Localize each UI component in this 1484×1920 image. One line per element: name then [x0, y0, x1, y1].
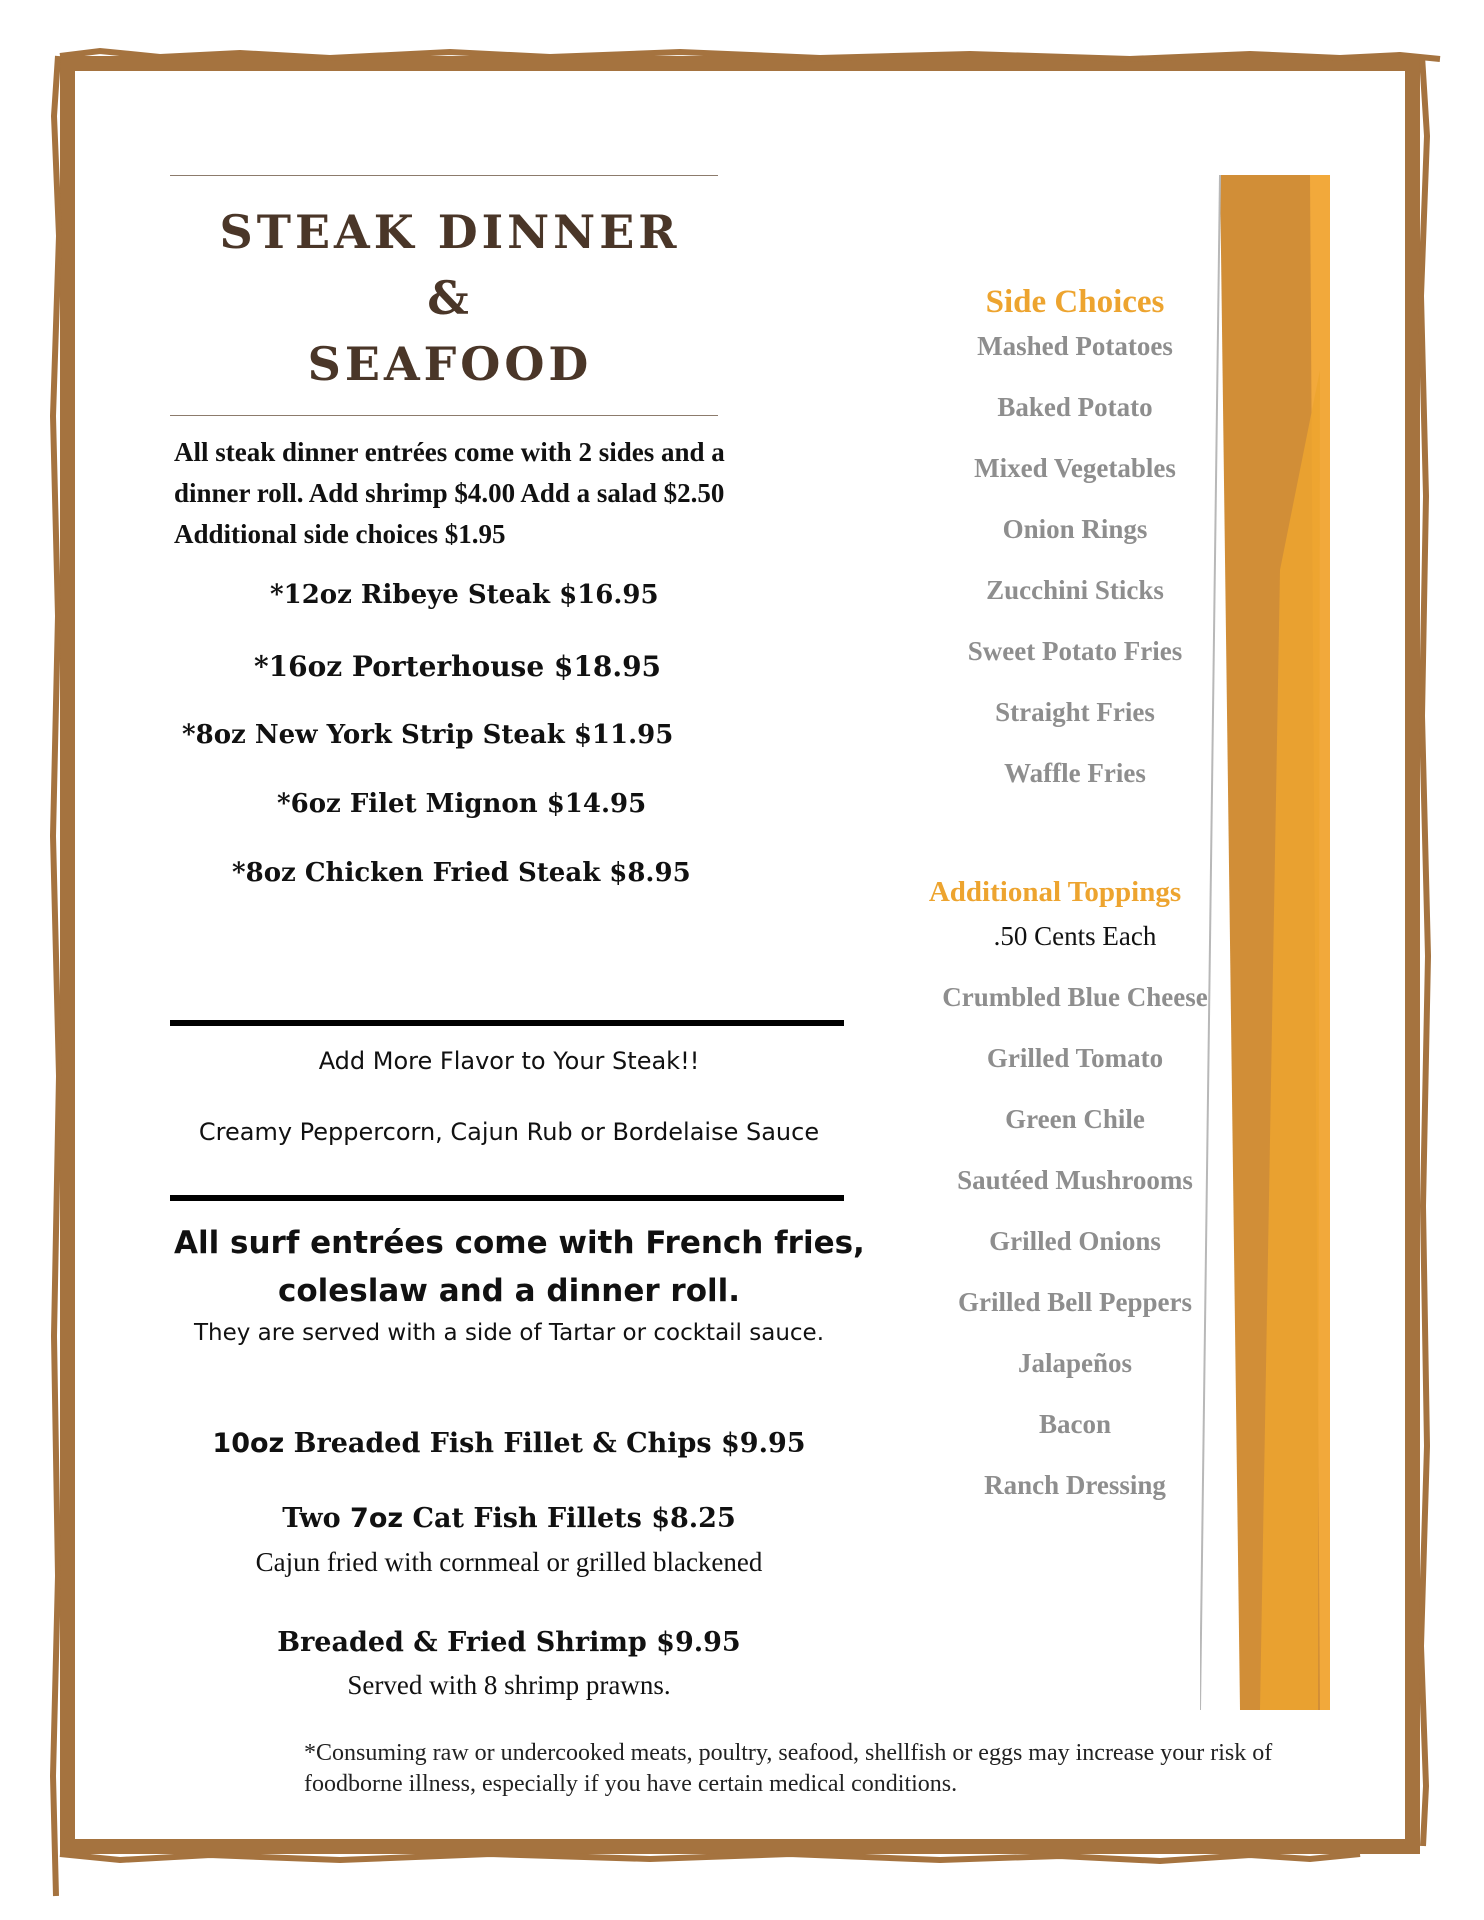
- section-divider: [170, 1195, 844, 1201]
- side-choice-item: Onion Rings: [1002, 514, 1148, 544]
- topping-item: Ranch Dressing: [984, 1470, 1166, 1500]
- steak-item: *6oz Filet Mignon $14.95: [277, 789, 647, 819]
- steak-item: *16oz Porterhouse $18.95: [254, 650, 662, 683]
- topping-item: Grilled Bell Peppers: [958, 1287, 1192, 1317]
- topping-item: Grilled Onions: [989, 1226, 1161, 1256]
- flavor-heading: Add More Flavor to Your Steak!!: [318, 1047, 700, 1075]
- surf-item-catfish: [174, 1503, 844, 1534]
- surf-sauce-note: They are served with a side of Tartar or cocktail sauce.: [193, 1320, 825, 1346]
- menu-title-line3: SEAFOOD: [307, 337, 593, 391]
- side-choice-item: Straight Fries: [995, 697, 1155, 727]
- menu-title-line1: STEAK DINNER: [219, 205, 681, 259]
- side-choices-heading: Side Choices: [985, 284, 1165, 320]
- side-choice-item: Zucchini Sticks: [986, 575, 1164, 605]
- additional-toppings-heading: Additional Toppings: [928, 876, 1182, 908]
- flavor-options: Creamy Peppercorn, Cajun Rub or Bordelaise Sauce: [198, 1118, 820, 1146]
- section-divider: [170, 1020, 844, 1026]
- side-choice-item: Baked Potato: [997, 392, 1153, 422]
- side-choice-item: Sweet Potato Fries: [967, 636, 1183, 666]
- title-bottom-rule: [170, 415, 718, 416]
- topping-item: Bacon: [1038, 1409, 1111, 1439]
- surf-item-name: Breaded Fish Fillet & Chips $9.95: [293, 1428, 806, 1459]
- surf-item-fish-chips: [174, 1428, 844, 1459]
- topping-item: Jalapeños: [1017, 1348, 1133, 1378]
- surf-item-name: Cat Fish Fillets $8.25: [412, 1503, 736, 1534]
- steak-item: *8oz Chicken Fried Steak $8.95: [232, 858, 691, 888]
- toppings-price: .50 Cents Each: [993, 921, 1157, 951]
- surf-intro-line2: coleslaw and a dinner roll.: [277, 1273, 741, 1309]
- surf-item-prefix: Two: [282, 1503, 341, 1534]
- food-safety-disclaimer: *Consuming raw or undercooked meats, poultry, seafood, shellfish or eggs may increase your risk of foodborne illness, especially if you have certain medical conditions.: [304, 1740, 1273, 1797]
- surf-item-shrimp: Breaded & Fried Shrimp $9.95: [277, 1627, 741, 1658]
- surf-item-desc: Cajun fried with cornmeal or grilled blackened: [255, 1547, 763, 1577]
- topping-item: Sautéed Mushrooms: [957, 1165, 1193, 1195]
- surf-intro-line1: All surf entrées come with French fries,: [174, 1225, 865, 1261]
- side-choice-item: Mixed Vegetables: [974, 453, 1176, 483]
- side-choice-item: Waffle Fries: [1004, 758, 1146, 788]
- topping-item: Crumbled Blue Cheese: [942, 982, 1208, 1012]
- title-top-rule: [170, 175, 718, 176]
- surf-item-desc: Served with 8 shrimp prawns.: [347, 1670, 671, 1700]
- menu-title-ampersand: &: [427, 271, 473, 325]
- side-choice-item: Mashed Potatoes: [977, 331, 1173, 361]
- surf-item-qty: 7oz: [350, 1503, 404, 1534]
- steak-item: *12oz Ribeye Steak $16.95: [270, 580, 659, 610]
- steak-intro-text: All steak dinner entrées come with 2 sides and a dinner roll. Add shrimp $4.00 Add a salad $2.50 Additional side choices $1.95: [174, 437, 725, 549]
- topping-item: Grilled Tomato: [986, 1043, 1164, 1073]
- topping-item: Green Chile: [1005, 1104, 1145, 1134]
- surf-item-qty: 10oz: [212, 1428, 285, 1459]
- steak-item: *8oz New York Strip Steak $11.95: [182, 720, 674, 750]
